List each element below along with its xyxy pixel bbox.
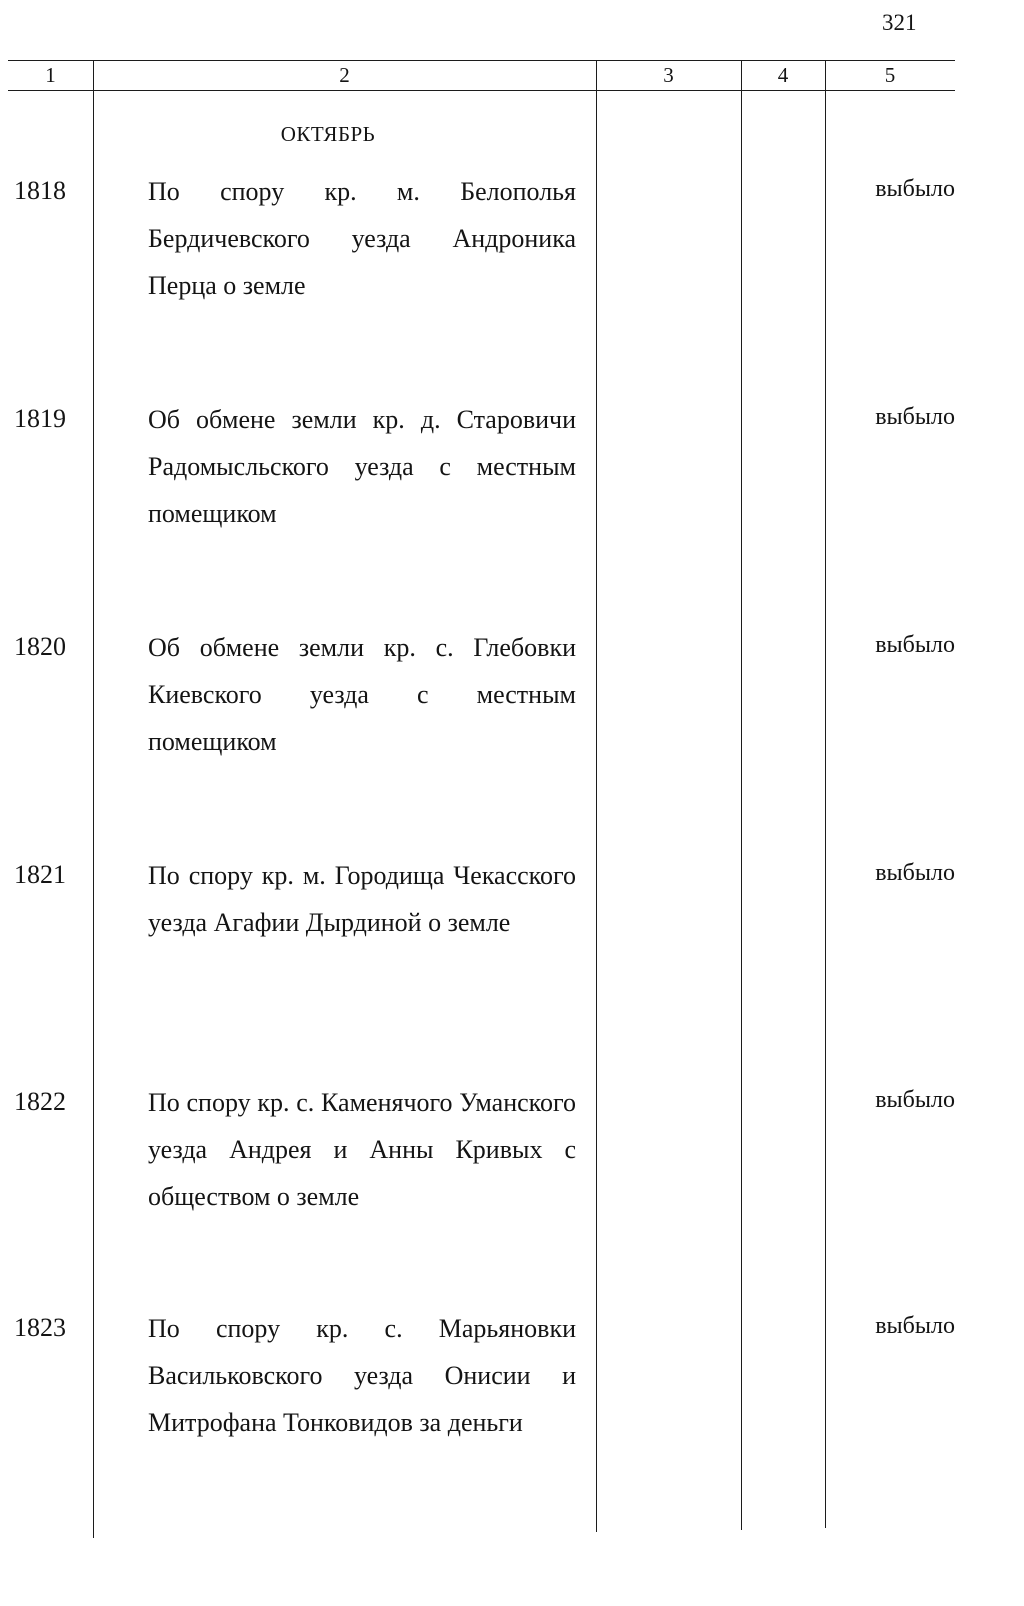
column-header-2: 2 (339, 63, 350, 87)
table-row (0, 860, 1024, 1060)
column-header-4: 4 (777, 63, 789, 87)
table-row (0, 1313, 1024, 1513)
entry-number: 1820 (14, 632, 66, 661)
month-heading: ОКТЯБРЬ (280, 122, 376, 146)
entry-status: выбыло (875, 1313, 955, 1339)
table-top-rule (8, 60, 955, 61)
table-row (0, 404, 1024, 604)
entry-status: выбыло (875, 404, 955, 430)
entry-description: По спору кр. с. Каменячого Уманского уезда Андрея и Анны Кривых с обществом о земле (148, 1088, 576, 1211)
entry-number: 1822 (14, 1087, 66, 1116)
table-header-rule (8, 90, 955, 91)
entry-status: выбыло (875, 860, 955, 886)
page-number: 321 (882, 10, 917, 35)
column-header-3: 3 (663, 63, 674, 87)
table-row (0, 632, 1024, 832)
entry-description: Об обмене земли кр. с. Глебовки Киевского уезда с местным помещиком (148, 633, 576, 756)
entry-description: По спору кр. с. Марьяновки Васильковского уезда Онисии и Митрофана Тонковидов за деньги (148, 1314, 576, 1437)
column-header-5: 5 (884, 63, 896, 87)
column-header-1: 1 (45, 63, 56, 87)
entry-number: 1819 (14, 404, 66, 433)
entry-status: выбыло (875, 632, 955, 658)
table-row (0, 176, 1024, 376)
entry-description: По спору кр. м. Белополья Бердичевского уезда Андроника Перца о земле (148, 177, 576, 300)
entry-status: выбыло (875, 176, 955, 202)
table-row (0, 1087, 1024, 1287)
entry-status: выбыло (875, 1087, 955, 1113)
entry-number: 1821 (14, 860, 66, 889)
entry-number: 1823 (14, 1313, 66, 1342)
entry-number: 1818 (14, 176, 66, 205)
entry-description: По спору кр. м. Городища Чекасского уезда Агафии Дырдиной о земле (148, 861, 576, 937)
entry-description: Об обмене земли кр. д. Старовичи Радомысльского уезда с местным помещиком (148, 405, 576, 528)
